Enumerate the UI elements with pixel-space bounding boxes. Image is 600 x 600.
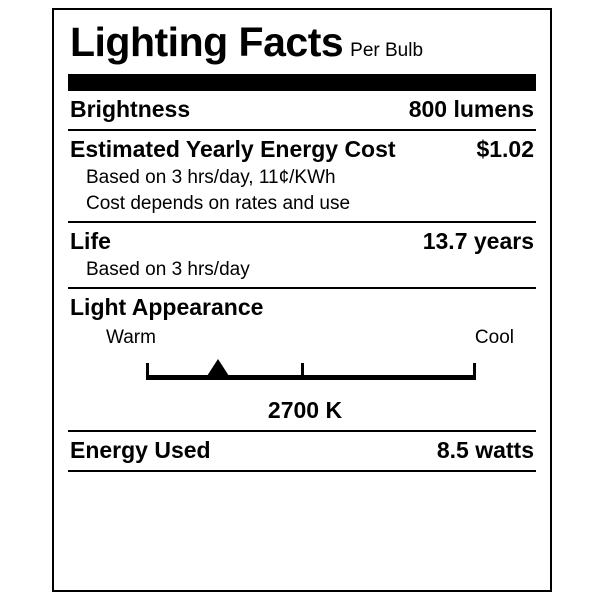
scale-bar <box>146 375 476 380</box>
scale-tick-right <box>473 363 476 380</box>
brightness-label: Brightness <box>70 96 191 122</box>
energy-cost-label: Estimated Yearly Energy Cost <box>70 136 396 162</box>
lighting-facts-label <box>52 8 552 592</box>
life-label: Life <box>70 228 111 254</box>
label-title <box>68 10 536 63</box>
energy-used-label: Energy Used <box>70 437 211 463</box>
energy-cost-note-2: Cost depends on rates and use <box>86 193 351 214</box>
title-sub-text: Per Bulb <box>350 40 424 61</box>
light-appearance-line <box>68 294 536 321</box>
appearance-scale-labels <box>68 321 536 349</box>
brightness-line <box>68 96 536 123</box>
brightness-value: 800 lumens <box>408 96 534 122</box>
scale-label-cool: Cool <box>474 327 514 348</box>
life-value: 13.7 years <box>422 228 534 254</box>
life-note: Based on 3 hrs/day <box>86 259 250 280</box>
title-main-text: Lighting Facts <box>70 19 344 65</box>
title-divider-bar <box>68 74 536 91</box>
color-temperature-value: 2700 K <box>267 397 343 423</box>
light-appearance-label: Light Appearance <box>70 294 264 320</box>
scale-marker-triangle-icon <box>207 359 229 376</box>
energy-used-section <box>68 432 536 470</box>
brightness-section <box>68 91 536 129</box>
scale-tick-middle <box>301 363 304 380</box>
scale-label-warm: Warm <box>106 327 156 348</box>
appearance-scale <box>68 353 536 399</box>
scale-tick-left <box>146 363 149 380</box>
energy-cost-note-1: Based on 3 hrs/day, 11¢/KWh <box>86 167 336 188</box>
energy-used-value: 8.5 watts <box>436 437 534 463</box>
light-appearance-section <box>68 289 536 430</box>
energy-cost-value: $1.02 <box>476 136 534 162</box>
energy-cost-section <box>68 131 536 221</box>
life-line <box>68 228 536 255</box>
label-inner <box>54 10 550 590</box>
label-bottom-space <box>68 472 536 532</box>
energy-used-line <box>68 437 536 464</box>
life-section <box>68 223 536 287</box>
energy-cost-line <box>68 136 536 163</box>
